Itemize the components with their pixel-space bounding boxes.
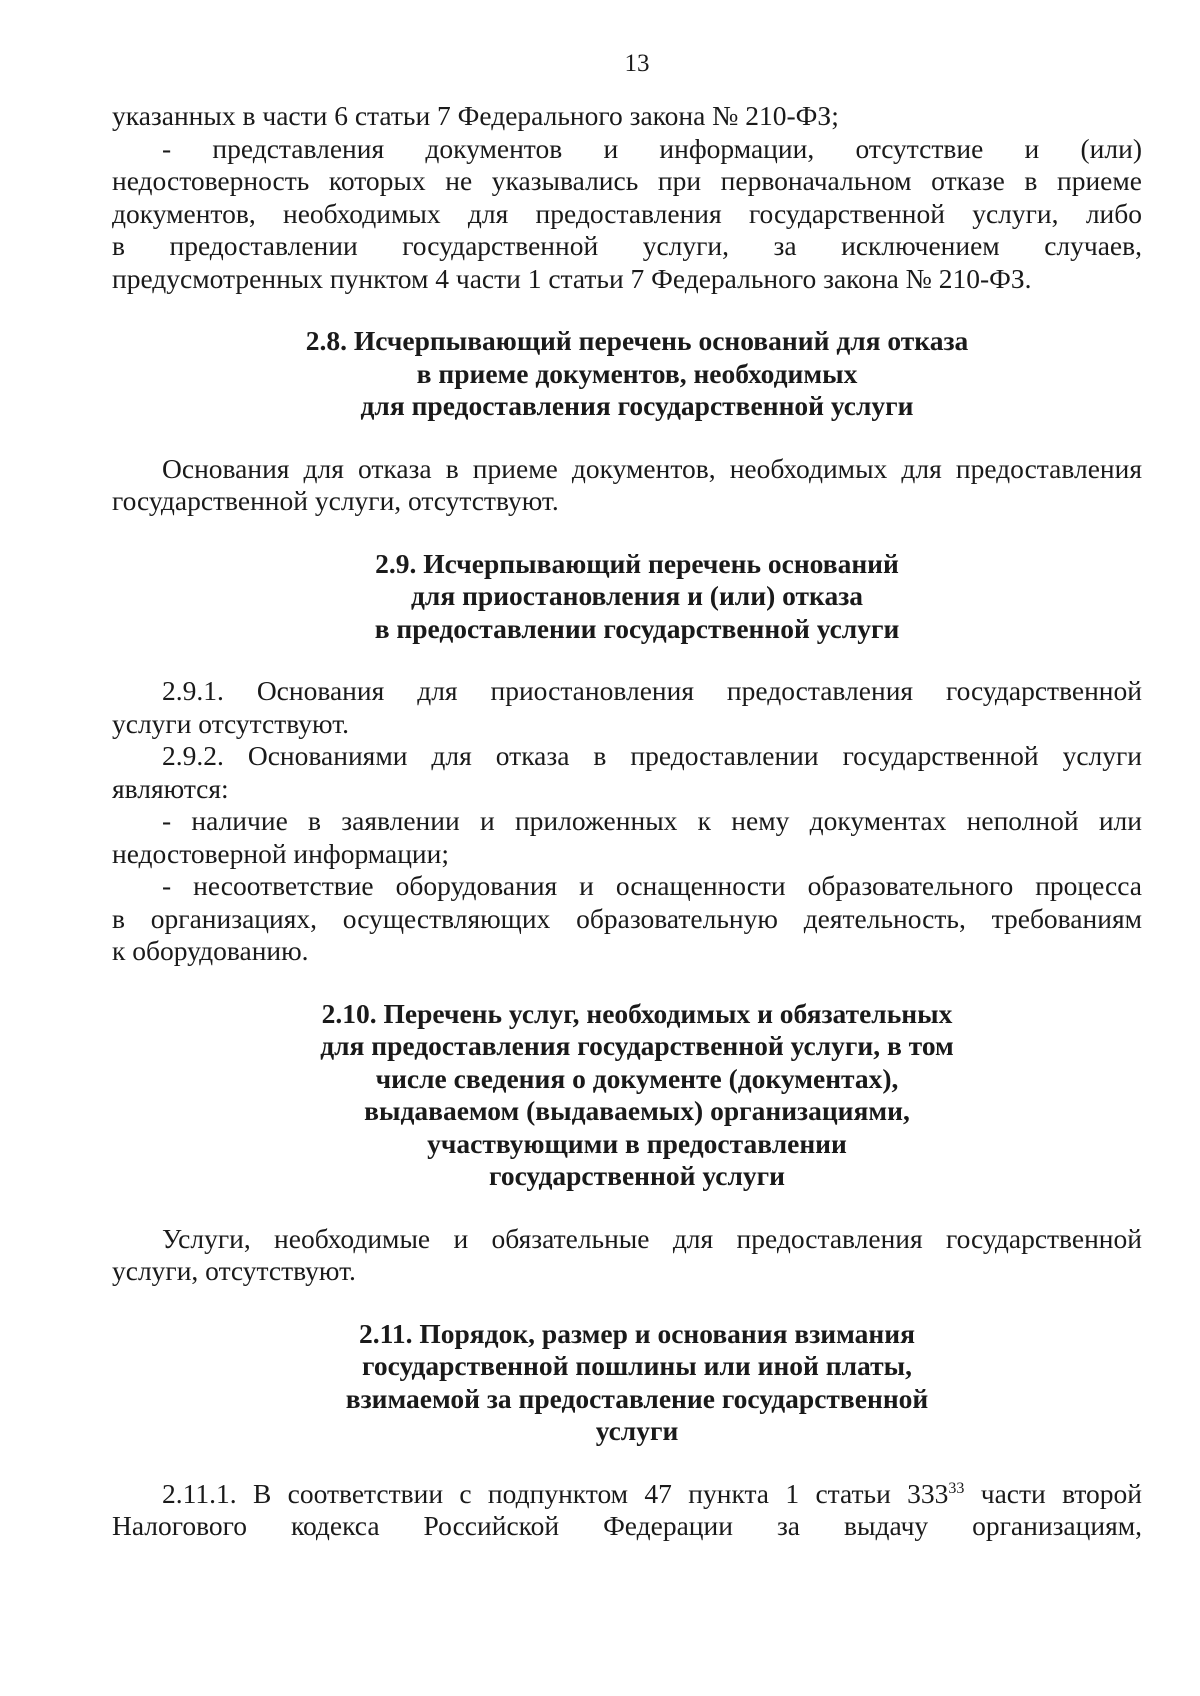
section-body-2-10	[112, 1223, 1142, 1288]
heading-line: для предоставления государственной услуги	[360, 390, 914, 421]
document-page	[112, 50, 1142, 1543]
list-item-line: в организациях, осуществляющих образовательную деятельность, требованиям	[112, 902, 1142, 934]
superscript: 33	[948, 1479, 965, 1497]
list-item-line: документов, необходимых для предоставления государственной услуги, либо	[112, 197, 1142, 229]
paragraph-2-9-2-line: 2.9.2. Основаниями для отказа в предоставлении государственной услуги	[162, 740, 1142, 771]
list-item-line: недостоверность которых не указывались при первоначальном отказе в приеме	[112, 165, 1142, 196]
heading-line: числе сведения о документе (документах),	[375, 1062, 899, 1094]
list-item-line: недостоверной информации;	[112, 837, 449, 869]
body-line: Услуги, необходимые и обязательные для предоставления государственной	[162, 1222, 1142, 1254]
heading-line: государственной услуги	[489, 1160, 785, 1191]
section-body-2-9	[112, 675, 1142, 968]
heading-line: взимаемой за предоставление государственной	[345, 1382, 929, 1414]
heading-line: государственной пошлины или иной платы,	[362, 1350, 912, 1381]
heading-line: для предоставления государственной услуги, в том	[320, 1030, 954, 1061]
heading-line: 2.8. Исчерпывающий перечень оснований для отказа	[305, 325, 969, 356]
list-item-line: предусмотренных пунктом 4 части 1 статьи 7 Федерального закона № 210-ФЗ.	[112, 262, 1032, 294]
list-item-line: - несоответствие оборудования и оснащенности образовательного процесса	[162, 870, 1142, 901]
list-item-line: к оборудованию.	[112, 935, 309, 966]
paragraph-2-9-1-line: 2.9.1. Основания для приостановления предоставления государственной	[162, 675, 1142, 706]
intro-text	[112, 100, 1142, 295]
list-item-line: - представления документов и информации, отсутствие и (или)	[162, 132, 1142, 164]
paragraph-text: части второй	[964, 1477, 1142, 1509]
heading-line: в предоставлении государственной услуги	[374, 612, 900, 644]
paragraph-2-11-1-line: Налогового кодекса Российской Федерации за выдачу организациям,	[112, 1510, 1142, 1541]
list-item-line: в предоставлении государственной услуги, за исключением случаев,	[112, 230, 1142, 261]
section-body-2-8	[112, 453, 1142, 518]
section-heading-2-11	[112, 1318, 1142, 1448]
heading-line: для приостановления и (или) отказа	[410, 580, 863, 611]
heading-line: 2.11. Порядок, размер и основания взимания	[359, 1317, 915, 1349]
heading-line: выдаваемом (выдаваемых) организациями,	[364, 1095, 910, 1126]
paragraph-2-11-1-line	[112, 1478, 1142, 1511]
heading-line: 2.9. Исчерпывающий перечень оснований	[375, 547, 899, 579]
heading-line: участвующими в предоставлении	[427, 1127, 847, 1159]
heading-line: в приеме документов, необходимых	[416, 357, 858, 389]
page-number: 13	[624, 50, 650, 77]
heading-line: 2.10. Перечень услуг, необходимых и обязательных	[321, 997, 953, 1029]
body-line: государственной услуги, отсутствуют.	[112, 485, 559, 516]
intro-line: указанных в части 6 статьи 7 Федерального закона № 210-ФЗ;	[112, 100, 839, 131]
paragraph-2-9-2-line: являются:	[112, 772, 229, 804]
paragraph-text: 2.11.1. В соответствии с подпунктом 47 пункта 1 статьи 333	[162, 1477, 949, 1509]
body-line: Основания для отказа в приеме документов, необходимых для предоставления	[162, 452, 1142, 484]
section-heading-2-9	[112, 548, 1142, 646]
section-heading-2-10	[112, 998, 1142, 1193]
body-line: услуги, отсутствуют.	[112, 1255, 356, 1286]
section-heading-2-8	[112, 325, 1142, 423]
heading-line: услуги	[595, 1415, 679, 1446]
list-item-line: - наличие в заявлении и приложенных к нему документах неполной или	[162, 805, 1142, 836]
section-body-2-11	[112, 1478, 1142, 1543]
paragraph-2-9-1-line: услуги отсутствуют.	[112, 707, 350, 739]
